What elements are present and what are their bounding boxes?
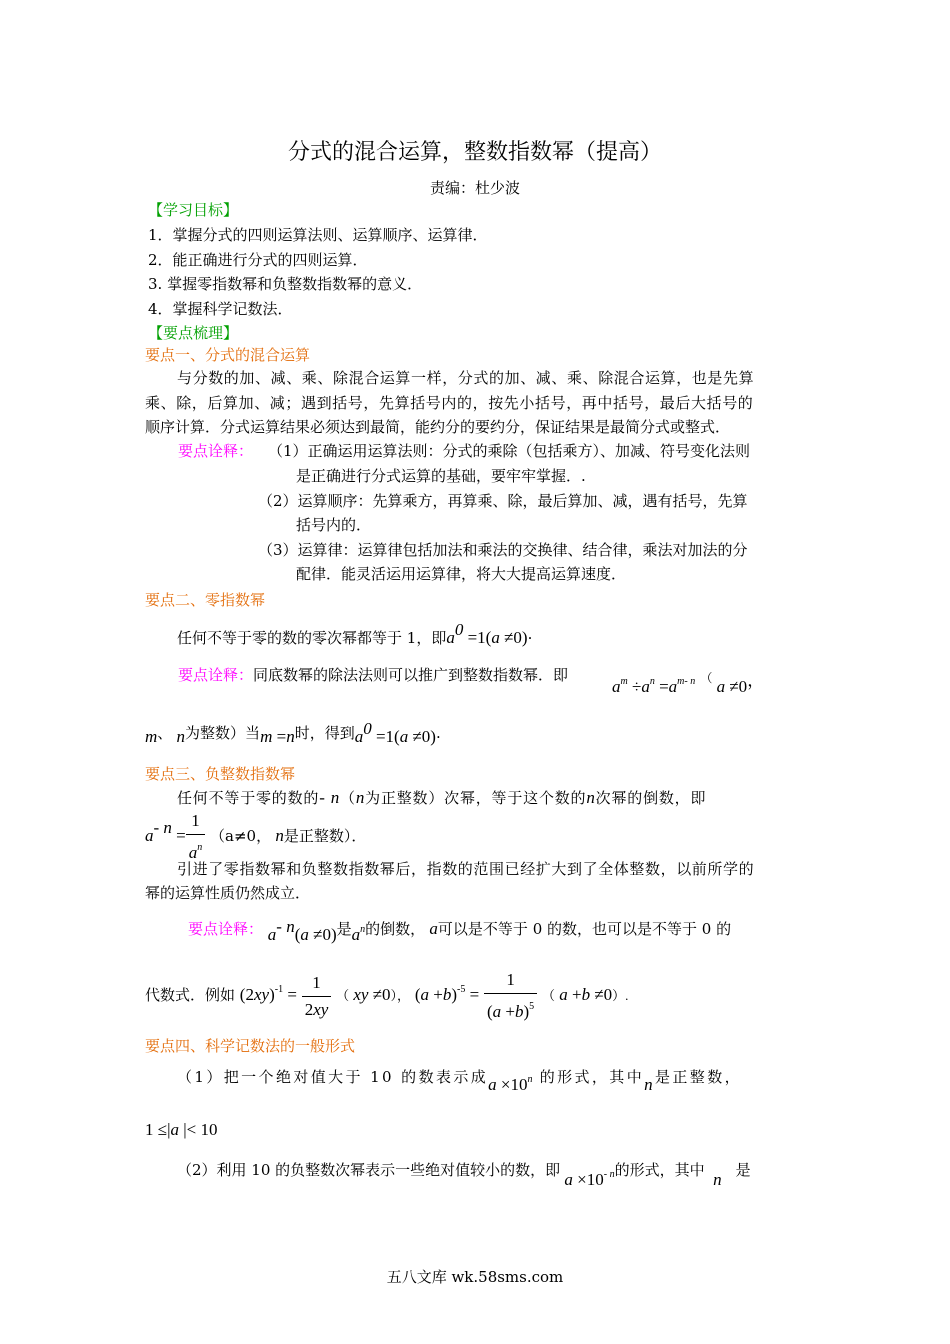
paragraph-line: 与分数的加、减、乘、除混合运算一样，分式的加、减、乘、除混合运算，也是先算 — [177, 369, 755, 387]
note-line: 是正确进行分式运算的基础，要牢牢掌握．. — [296, 467, 586, 485]
paragraph-line: 引进了零指数幂和负整数指数幂后，指数的范围已经扩大到了全体整数，以前所学的 — [177, 860, 755, 878]
goal-item: 1．掌握分式的四则运算法则、运算顺序、运算律． — [148, 226, 488, 244]
note-line: m、 n为整数）当m =n时，得到$a^0 =1(a \ne 0)\cdot$ — [145, 719, 441, 746]
paragraph-line: 乘、除，后算加、减；遇到括号，先算括号内的，按先小括号，再中括号，最后大括号的 — [145, 394, 754, 412]
note-label: 要点诠释： — [178, 442, 254, 460]
paragraph-line: 幂的运算性质仍然成立． — [145, 884, 311, 902]
goal-item: 4．掌握科学记数法． — [148, 300, 293, 318]
formula-zero-power: $a^0$ — [446, 620, 464, 647]
page-title: 分式的混合运算，整数指数幂（提高） — [287, 140, 662, 165]
note-line: （3）运算律：运算律包括加法和乘法的交换律、结合律，乘法对加法的分 — [258, 541, 748, 559]
note-line: 要点诠释：同底数幂的除法法则可以推广到整数指数幂．即 — [178, 666, 569, 684]
footer-source: 五八文库 wk.58sms.com — [386, 1268, 564, 1286]
note-line: 要点诠释： $a^{- n}(a \ne 0)$是$a^n$的倒数， a可以是不等于 0 的数，也可以是不等于 0 的 — [188, 917, 732, 944]
goals-header: 【学习目标】 — [148, 201, 239, 219]
section-heading: 要点四、科学记数法的一般形式 — [145, 1037, 356, 1055]
editor-line: 责编：杜少波 — [429, 179, 520, 197]
note-line: 配律．能灵活运用运算律，将大大提高运算速度． — [296, 565, 627, 583]
note-line: （2）运算顺序：先算乘方，再算乘、除，最后算加、减，遇有括号，先算 — [258, 492, 748, 510]
paragraph-line: 顺序计算．分式运算结果必须达到最简，能约分的要约分，保证结果是最简分式或整式． — [145, 418, 731, 436]
paragraph-line: （1）把一个绝对值大于 10 的数表示成$a \times 10^n$ 的形式，其中n是正整数， — [177, 1068, 743, 1094]
paragraph-line: 任何不等于零的数的零次幂都等于 1，即$a^0 =1(a \ne 0)\cdot$ — [177, 620, 533, 647]
goal-item: 3. 掌握零指数幂和负整数指数幂的意义． — [148, 275, 423, 293]
formula-negative-power: $a^{- n}$ = $\frac{1}{a^n}$ （a≠0， n是正整数）． — [145, 808, 366, 866]
section-heading: 要点一、分式的混合运算 — [145, 346, 311, 364]
paragraph-line: （2）利用 10 的负整数次幂表示一些绝对值较小的数，即 $a \times 10^{- n}$的形式，其中 n 是 — [177, 1161, 751, 1189]
note-line: 括号内的． — [296, 516, 372, 534]
condition-line: 1 ≤|a |< 10 — [145, 1120, 218, 1139]
example-line: 代数式．例如 $(2xy)^{-1}$ = $\frac{1}{2xy}$ （ xy ≠0）， $(a +b)^{-5}$ = $\frac{1}{(a +b)^5}$ （ a +b ≠0）. — [145, 967, 628, 1025]
section-heading: 要点三、负整数指数幂 — [145, 765, 296, 783]
paragraph-line: 任何不等于零的数的- n（n为正整数）次幂，等于这个数的n次幂的倒数，即 — [177, 788, 707, 807]
note-line: （1）正确运用运算法则：分式的乘除（包括乘方）、加减、符号变化法则 — [268, 442, 751, 460]
section-heading: 要点二、零指数幂 — [145, 591, 266, 609]
formula-division: $a^m \div a^n =a^{m- n}$ （ a ≠0， — [612, 671, 765, 696]
points-header: 【要点梳理】 — [148, 324, 239, 342]
goal-item: 2．能正确进行分式的四则运算． — [148, 251, 368, 269]
